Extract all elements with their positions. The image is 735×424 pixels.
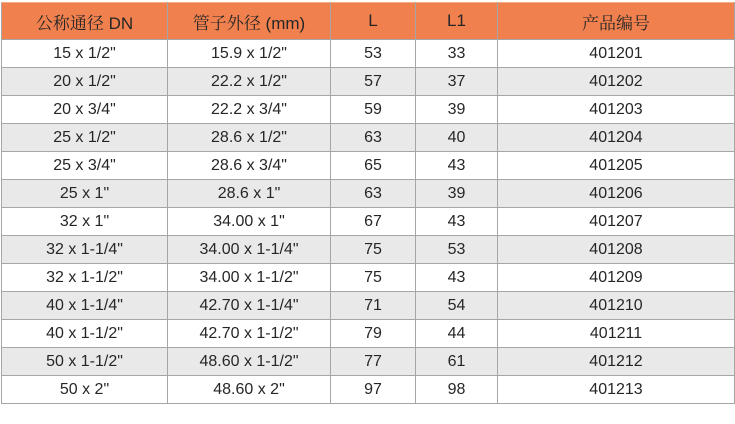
cell-od: 28.6 x 1/2" bbox=[168, 124, 331, 152]
table-body bbox=[2, 40, 735, 404]
table-row bbox=[2, 376, 735, 404]
cell-od: 28.6 x 3/4" bbox=[168, 152, 331, 180]
cell-l: 63 bbox=[331, 180, 416, 208]
cell-part-no: 401204 bbox=[498, 124, 735, 152]
cell-l: 75 bbox=[331, 264, 416, 292]
table-header bbox=[2, 3, 735, 40]
cell-dn: 20 x 3/4" bbox=[2, 96, 168, 124]
cell-od: 34.00 x 1-1/4" bbox=[168, 236, 331, 264]
cell-l: 57 bbox=[331, 68, 416, 96]
cell-l1: 43 bbox=[416, 208, 498, 236]
cell-part-no: 401213 bbox=[498, 376, 735, 404]
header-cell-dn: 公称通径 DN bbox=[2, 3, 168, 40]
cell-part-no: 401207 bbox=[498, 208, 735, 236]
table-row bbox=[2, 264, 735, 292]
cell-dn: 25 x 1/2" bbox=[2, 124, 168, 152]
cell-dn: 25 x 1" bbox=[2, 180, 168, 208]
cell-part-no: 401212 bbox=[498, 348, 735, 376]
cell-od: 28.6 x 1" bbox=[168, 180, 331, 208]
header-cell-l: L bbox=[331, 3, 416, 40]
cell-od: 34.00 x 1-1/2" bbox=[168, 264, 331, 292]
cell-l: 97 bbox=[331, 376, 416, 404]
cell-l1: 39 bbox=[416, 96, 498, 124]
table-row bbox=[2, 180, 735, 208]
table-row bbox=[2, 320, 735, 348]
cell-l1: 39 bbox=[416, 180, 498, 208]
table-row bbox=[2, 208, 735, 236]
cell-part-no: 401211 bbox=[498, 320, 735, 348]
cell-l: 71 bbox=[331, 292, 416, 320]
cell-od: 42.70 x 1-1/4" bbox=[168, 292, 331, 320]
cell-od: 15.9 x 1/2" bbox=[168, 40, 331, 68]
cell-l1: 40 bbox=[416, 124, 498, 152]
table-row bbox=[2, 124, 735, 152]
cell-od: 22.2 x 1/2" bbox=[168, 68, 331, 96]
cell-dn: 40 x 1-1/4" bbox=[2, 292, 168, 320]
cell-dn: 15 x 1/2" bbox=[2, 40, 168, 68]
table-row bbox=[2, 152, 735, 180]
cell-part-no: 401202 bbox=[498, 68, 735, 96]
cell-part-no: 401206 bbox=[498, 180, 735, 208]
cell-dn: 32 x 1-1/2" bbox=[2, 264, 168, 292]
cell-dn: 32 x 1" bbox=[2, 208, 168, 236]
cell-l: 79 bbox=[331, 320, 416, 348]
cell-l1: 98 bbox=[416, 376, 498, 404]
header-cell-l1: L1 bbox=[416, 3, 498, 40]
table-row bbox=[2, 292, 735, 320]
cell-od: 48.60 x 1-1/2" bbox=[168, 348, 331, 376]
cell-l: 65 bbox=[331, 152, 416, 180]
cell-l: 77 bbox=[331, 348, 416, 376]
cell-part-no: 401208 bbox=[498, 236, 735, 264]
cell-l1: 43 bbox=[416, 264, 498, 292]
cell-l1: 37 bbox=[416, 68, 498, 96]
cell-od: 34.00 x 1" bbox=[168, 208, 331, 236]
cell-l: 63 bbox=[331, 124, 416, 152]
cell-dn: 25 x 3/4" bbox=[2, 152, 168, 180]
cell-part-no: 401210 bbox=[498, 292, 735, 320]
cell-part-no: 401201 bbox=[498, 40, 735, 68]
cell-l1: 43 bbox=[416, 152, 498, 180]
table-row bbox=[2, 96, 735, 124]
cell-dn: 40 x 1-1/2" bbox=[2, 320, 168, 348]
cell-part-no: 401205 bbox=[498, 152, 735, 180]
header-cell-od: 管子外径 (mm) bbox=[168, 3, 331, 40]
cell-dn: 32 x 1-1/4" bbox=[2, 236, 168, 264]
cell-dn: 50 x 2" bbox=[2, 376, 168, 404]
table-row bbox=[2, 236, 735, 264]
table-row bbox=[2, 68, 735, 96]
cell-l1: 33 bbox=[416, 40, 498, 68]
cell-l1: 61 bbox=[416, 348, 498, 376]
cell-l: 67 bbox=[331, 208, 416, 236]
cell-l: 75 bbox=[331, 236, 416, 264]
product-spec-table bbox=[1, 2, 735, 404]
table-row bbox=[2, 40, 735, 68]
table-row bbox=[2, 348, 735, 376]
cell-od: 48.60 x 2" bbox=[168, 376, 331, 404]
cell-part-no: 401203 bbox=[498, 96, 735, 124]
cell-l1: 53 bbox=[416, 236, 498, 264]
cell-l1: 54 bbox=[416, 292, 498, 320]
cell-dn: 20 x 1/2" bbox=[2, 68, 168, 96]
header-cell-part-no: 产品编号 bbox=[498, 3, 735, 40]
cell-part-no: 401209 bbox=[498, 264, 735, 292]
cell-dn: 50 x 1-1/2" bbox=[2, 348, 168, 376]
cell-l: 53 bbox=[331, 40, 416, 68]
header-row bbox=[2, 3, 735, 40]
cell-l: 59 bbox=[331, 96, 416, 124]
cell-l1: 44 bbox=[416, 320, 498, 348]
cell-od: 22.2 x 3/4" bbox=[168, 96, 331, 124]
cell-od: 42.70 x 1-1/2" bbox=[168, 320, 331, 348]
